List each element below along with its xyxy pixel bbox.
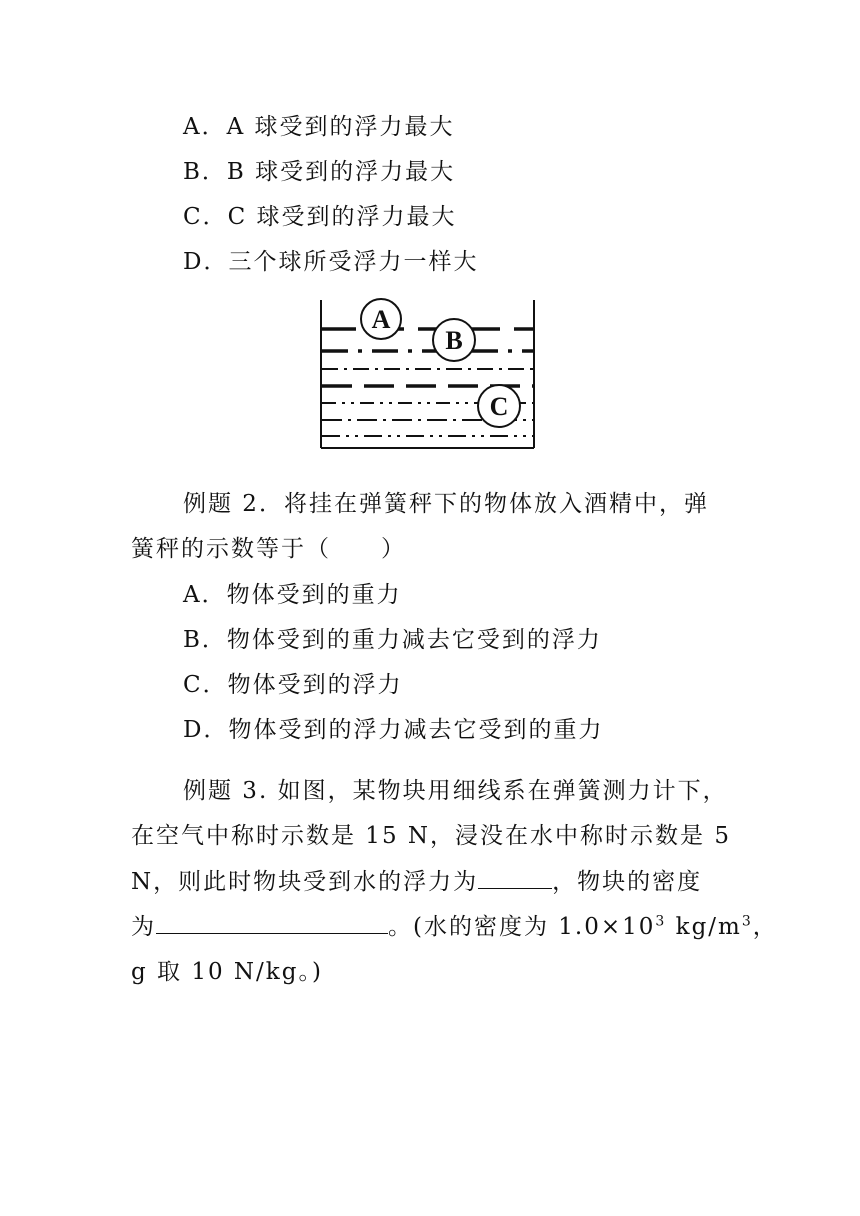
option-letter: A． <box>183 582 227 608</box>
option-letter: C． <box>183 204 228 230</box>
q1-option-b <box>183 157 455 187</box>
q3-text: ，物块的密度 <box>552 869 703 895</box>
option-text: 物体受到的重力 <box>226 582 402 608</box>
q2-stem-line1: 例题 2．将挂在弹簧秤下的物体放入酒精中，弹 <box>183 491 709 517</box>
option-text: 物体受到的浮力减去它受到的重力 <box>228 717 604 743</box>
q2-stem-line2: 簧秤的示数等于（ ） <box>131 536 406 562</box>
q3-stem-line2: 在空气中称时示数是 15 N，浸没在水中称时示数是 5 <box>131 823 731 849</box>
q2-option-d <box>183 715 603 745</box>
ball-c <box>478 385 520 427</box>
q1-option-a <box>183 112 455 142</box>
option-letter: D． <box>183 717 229 743</box>
option-letter: B． <box>183 159 227 185</box>
option-letter: B． <box>183 627 227 653</box>
ball-b-label: B <box>445 326 463 355</box>
option-text: B 球受到的浮力最大 <box>226 159 456 185</box>
q3-text: kg/m <box>666 914 742 940</box>
option-letter: C． <box>183 672 228 698</box>
answer-blank-density[interactable] <box>156 911 388 934</box>
q3-text: N，则此时物块受到水的浮力为 <box>131 869 479 895</box>
option-text: 物体受到的重力减去它受到的浮力 <box>226 627 602 653</box>
answer-blank-buoyancy[interactable] <box>478 866 552 889</box>
option-text: 三个球所受浮力一样大 <box>228 249 479 275</box>
exponent: 3 <box>741 913 753 930</box>
option-text: A 球受到的浮力最大 <box>226 114 455 140</box>
ball-a-label: A <box>371 305 391 334</box>
q3-stem-line5: g 取 10 N/kg。) <box>131 959 323 985</box>
ball-a <box>361 299 401 339</box>
q3-text: 。(水的密度为 1.0×10 <box>388 914 656 940</box>
q3-text: ， <box>752 914 778 940</box>
q3-stem-line4 <box>131 911 778 942</box>
q1-option-d <box>183 247 478 277</box>
q1-option-c <box>183 202 457 232</box>
ball-b <box>433 319 475 361</box>
q3-text: 为 <box>131 914 156 940</box>
container-figure <box>318 296 540 452</box>
q2-option-c <box>183 670 403 700</box>
ball-c-label: C <box>489 392 509 421</box>
q3-stem-line1: 例题 3. 如图，某物块用细线系在弹簧测力计下， <box>183 778 728 804</box>
option-text: C 球受到的浮力最大 <box>227 204 457 230</box>
exponent: 3 <box>655 913 667 930</box>
option-text: 物体受到的浮力 <box>227 672 403 698</box>
option-letter: A． <box>183 114 227 140</box>
option-letter: D． <box>183 249 229 275</box>
q2-option-b <box>183 625 602 655</box>
q3-stem-line3 <box>131 866 731 897</box>
q2-option-a <box>183 580 402 610</box>
